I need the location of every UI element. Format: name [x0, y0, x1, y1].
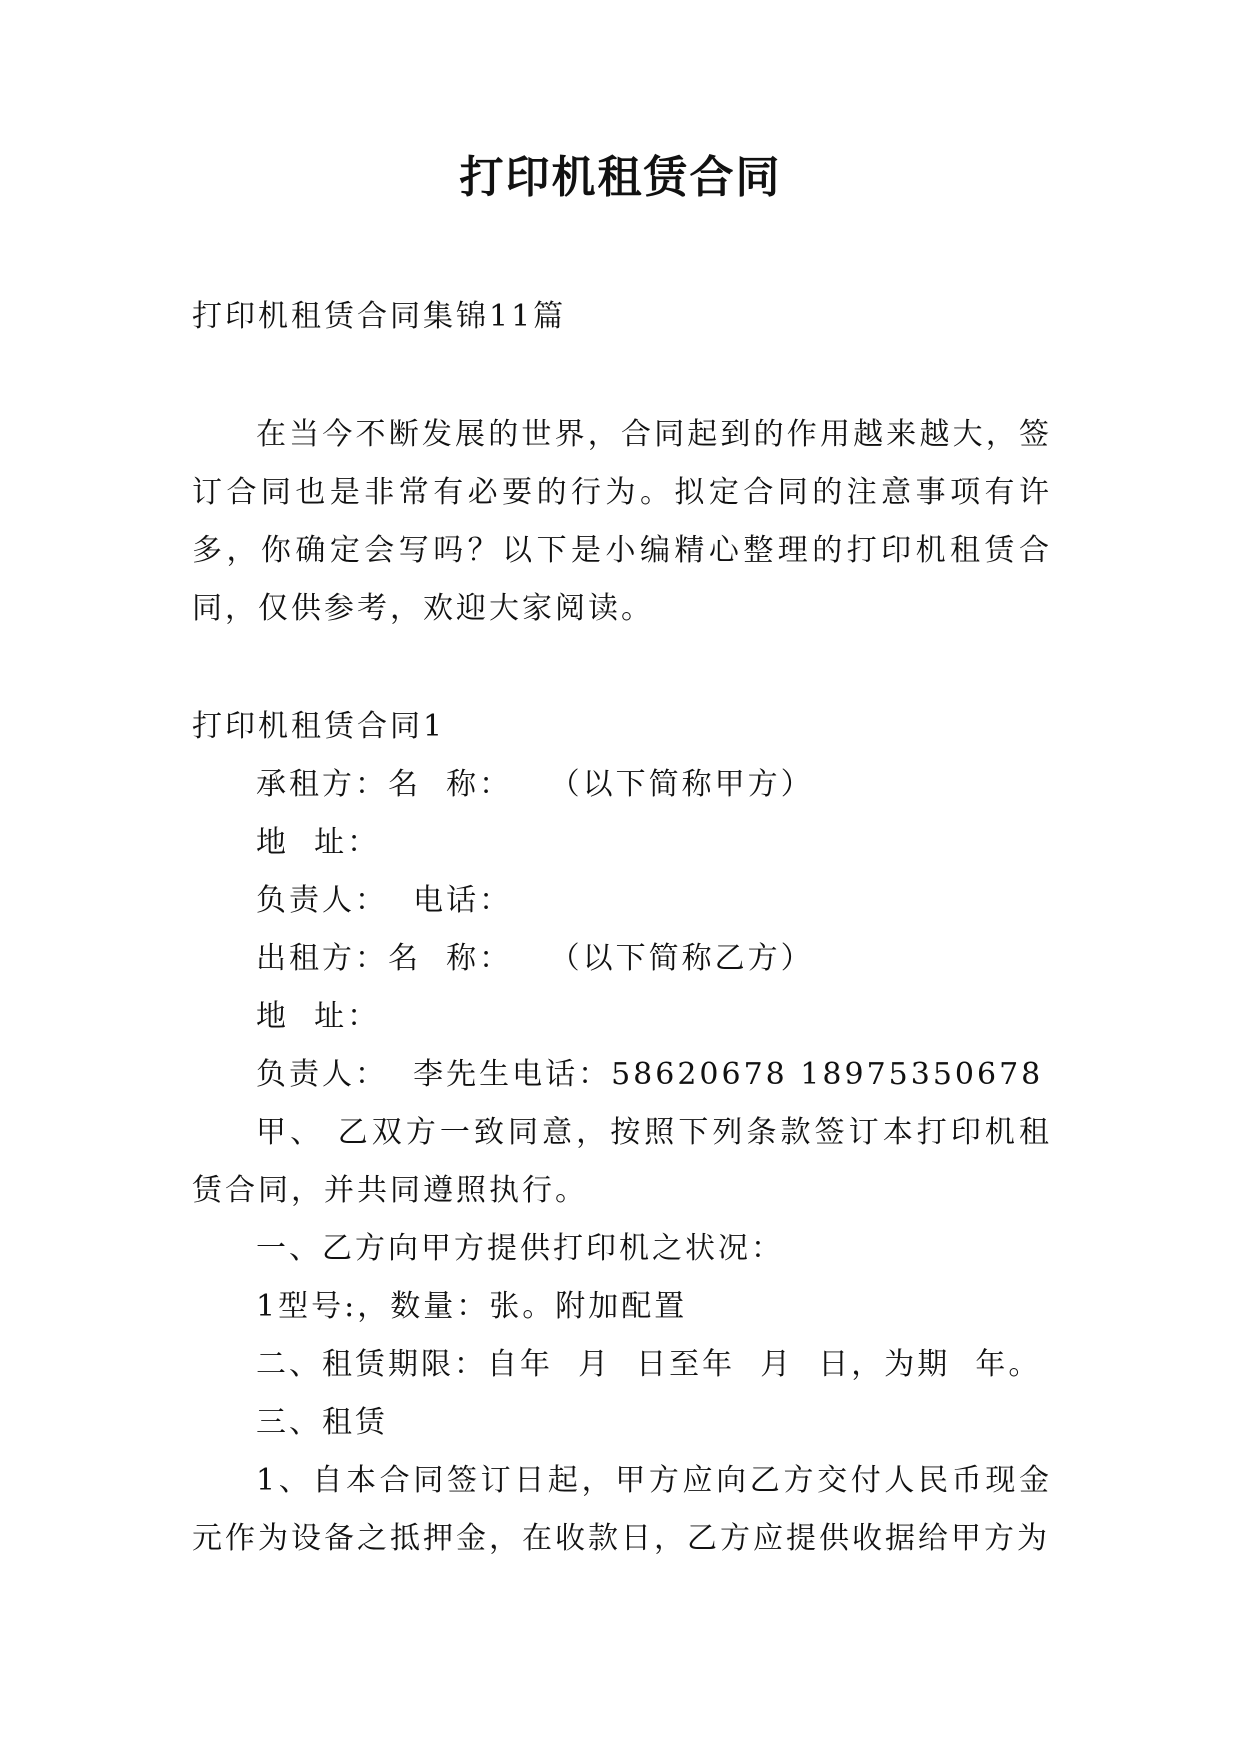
- lessee-contact-line: 负责人： 电话：: [256, 883, 513, 918]
- lessor-contact-line: 负责人： 李先生电话：58620678 18975350678: [256, 1057, 1044, 1092]
- document-body: [192, 288, 1052, 1568]
- document-title: 打印机租赁合同: [459, 152, 782, 203]
- clause-1-heading: 一、乙方向甲方提供打印机之状况：: [256, 1231, 784, 1266]
- clause-1-item: 1型号:，数量：张。附加配置: [256, 1289, 688, 1324]
- lessee-name-line: 承租方：名 称： （以下简称甲方）: [256, 767, 814, 802]
- agreement-paragraph: 甲、 乙双方一致同意，按照下列条款签订本打印机租赁合同，并共同遵照执行。: [192, 1115, 1052, 1208]
- section-heading: 打印机租赁合同1: [192, 709, 446, 744]
- intro-paragraph: 在当今不断发展的世界，合同起到的作用越来越大，签订合同也是非常有必要的行为。拟定合同的注意事项有许多，你确定会写吗？以下是小编精心整理的打印机租赁合同，仅供参考，欢迎大家阅读。: [192, 417, 1052, 626]
- clause-3-item-1: 1、自本合同签订日起，甲方应向乙方交付人民币现金元作为设备之抵押金，在收款日，乙方应提供收据给甲方为: [192, 1463, 1052, 1556]
- clause-3-heading: 三、租赁: [256, 1405, 388, 1440]
- lessor-address-line: 地 址：: [256, 999, 381, 1034]
- lessor-name-line: 出租方：名 称： （以下简称乙方）: [256, 941, 814, 976]
- lessee-address-line: 地 址：: [256, 825, 381, 860]
- clause-2: 二、租赁期限：自年 月 日至年 月 日，为期 年。: [256, 1347, 1042, 1382]
- document-subtitle: 打印机租赁合同集锦11篇: [192, 299, 567, 334]
